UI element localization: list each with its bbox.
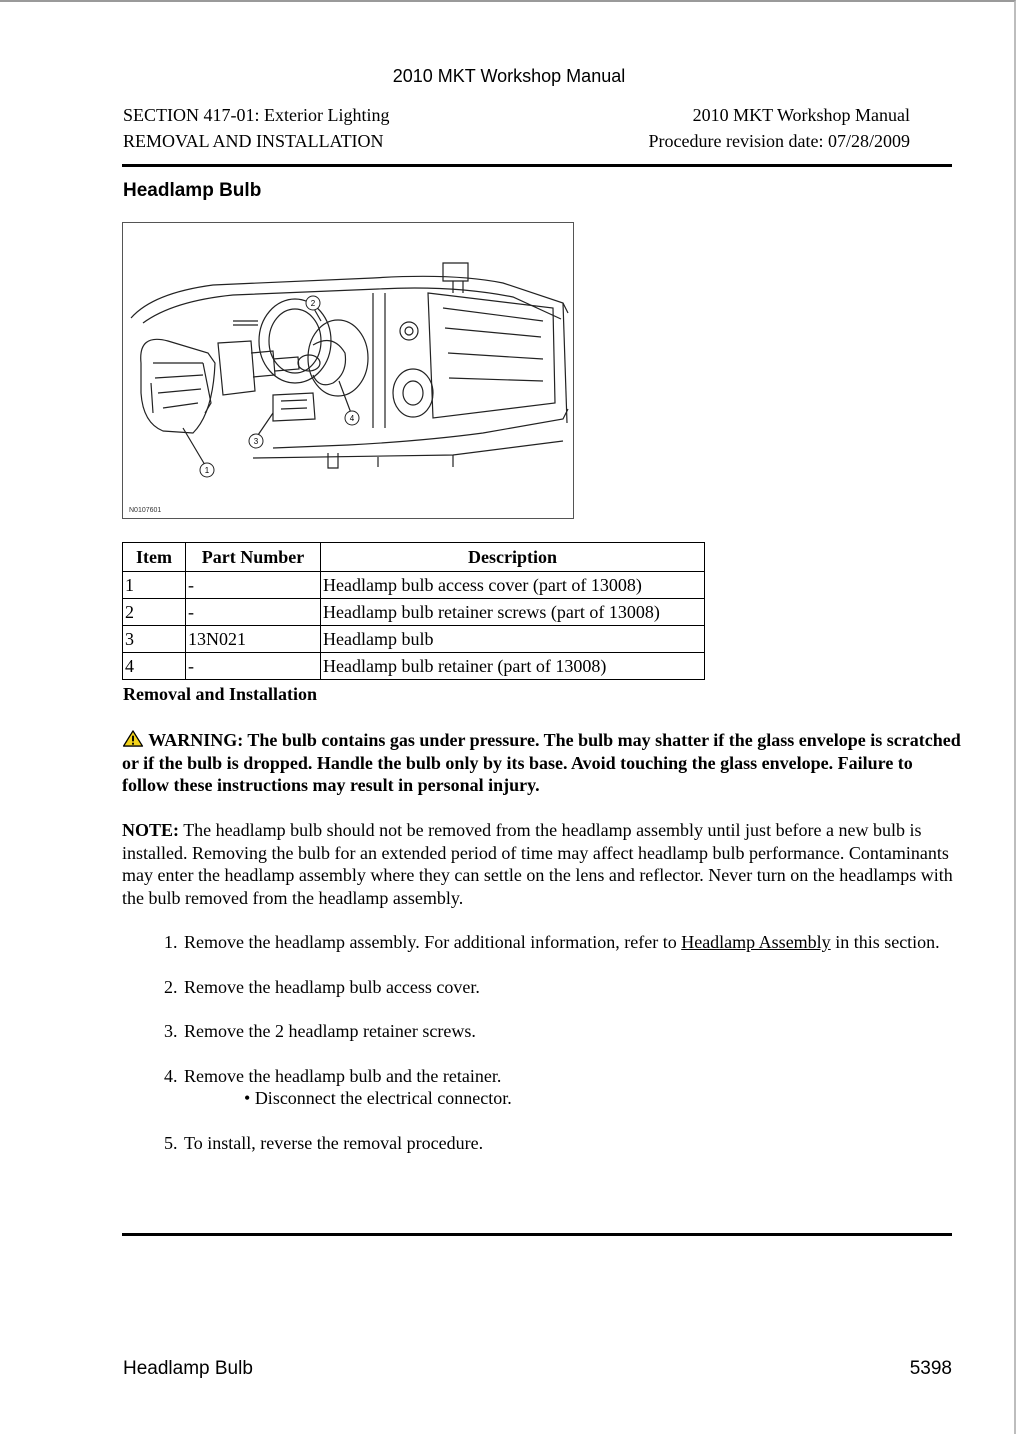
warning-triangle-icon	[122, 730, 144, 747]
revision-date: Procedure revision date: 07/28/2009	[648, 131, 910, 151]
table-row	[123, 572, 705, 599]
column-header-description: Description	[321, 543, 705, 572]
step-number: 2.	[164, 976, 178, 997]
note-text: The headlamp bulb should not be removed from the headlamp assembly until just before a new bulb is installed. Removing the bulb for an extended period of time may affect headlamp bulb performance. Contaminants may enter the headlamp assembly where they can settle on the lens and reflector. Never turn on the headlamps with the bulb removed from the headlamp assembly.	[122, 820, 953, 908]
column-header-part-number: Part Number	[186, 543, 321, 572]
table-row	[123, 599, 705, 626]
callout-4-label: 4	[349, 414, 355, 423]
description-cell: Headlamp bulb access cover (part of 13008)	[321, 572, 705, 599]
bullet-text: Disconnect the electrical connector.	[254, 1088, 512, 1108]
part-number-cell: -	[186, 599, 321, 626]
part-number-cell: -	[186, 653, 321, 680]
table-row	[123, 653, 705, 680]
procedure-title: Headlamp Bulb	[123, 180, 262, 201]
description-cell: Headlamp bulb retainer screws (part of 13008)	[321, 599, 705, 626]
headlamp-drawing	[123, 223, 573, 518]
manual-name: 2010 MKT Workshop Manual	[692, 105, 910, 125]
step-3	[164, 1020, 944, 1043]
description-cell: Headlamp bulb	[321, 626, 705, 653]
step-4	[164, 1065, 944, 1088]
step-5	[164, 1132, 944, 1155]
column-header-item: Item	[123, 543, 186, 572]
headlamp-assembly-link[interactable]: Headlamp Assembly	[681, 932, 831, 952]
document-title: 2010 MKT Workshop Manual	[392, 66, 626, 86]
step-text: To install, reverse the removal procedure.	[184, 1132, 484, 1153]
step-2	[164, 976, 944, 999]
bullet-icon: •	[244, 1088, 255, 1108]
callout-2-label: 2	[310, 299, 316, 308]
note-label: NOTE:	[122, 820, 180, 840]
parts-table	[122, 542, 705, 680]
step-text: Remove the headlamp assembly. For additional information, refer to	[184, 932, 682, 952]
step-text: Remove the 2 headlamp retainer screws.	[184, 1021, 476, 1041]
section-subtitle: REMOVAL AND INSTALLATION	[123, 131, 384, 151]
section-header	[123, 102, 389, 154]
item-cell: 3	[123, 626, 186, 653]
step-text-after: in this section.	[830, 932, 940, 952]
footer-title: Headlamp Bulb	[123, 1358, 253, 1379]
step-text: Remove the headlamp bulb access cover.	[184, 976, 480, 997]
step-text: Remove the headlamp bulb and the retainer.	[184, 1065, 502, 1086]
step-number: 4.	[164, 1065, 178, 1086]
section-title: Removal and Installation	[123, 684, 318, 704]
headlamp-illustration	[122, 222, 574, 519]
warning-text: WARNING: The bulb contains gas under pressure. The bulb may shatter if the glass envelope is scratched or if the bulb is dropped. Handle the bulb only by its base. Avoid touching the glass envelope. Failure to follow these instructions may result in personal injury.	[122, 730, 961, 795]
step-4-bullet	[164, 1087, 944, 1110]
manual-header	[649, 102, 910, 154]
item-cell: 1	[123, 572, 186, 599]
header-divider	[122, 164, 952, 167]
callout-1-label: 1	[204, 466, 210, 475]
part-number-cell: 13N021	[186, 626, 321, 653]
callout-3-label: 3	[253, 437, 259, 446]
note-block	[122, 819, 962, 909]
section-name: SECTION 417-01: Exterior Lighting	[123, 105, 390, 125]
step-number: 1.	[164, 932, 178, 952]
table-header-row	[123, 543, 705, 572]
description-cell: Headlamp bulb retainer (part of 13008)	[321, 653, 705, 680]
page-number: 5398	[909, 1358, 952, 1379]
step-1	[164, 931, 944, 954]
table-row	[123, 626, 705, 653]
footer-divider	[122, 1233, 952, 1236]
procedure-steps	[164, 931, 944, 1154]
step-number: 5.	[164, 1132, 178, 1153]
item-cell: 4	[123, 653, 186, 680]
warning-block	[122, 729, 962, 797]
item-cell: 2	[123, 599, 186, 626]
figure-id: N0107601	[129, 507, 162, 514]
step-number: 3.	[164, 1021, 178, 1041]
part-number-cell: -	[186, 572, 321, 599]
